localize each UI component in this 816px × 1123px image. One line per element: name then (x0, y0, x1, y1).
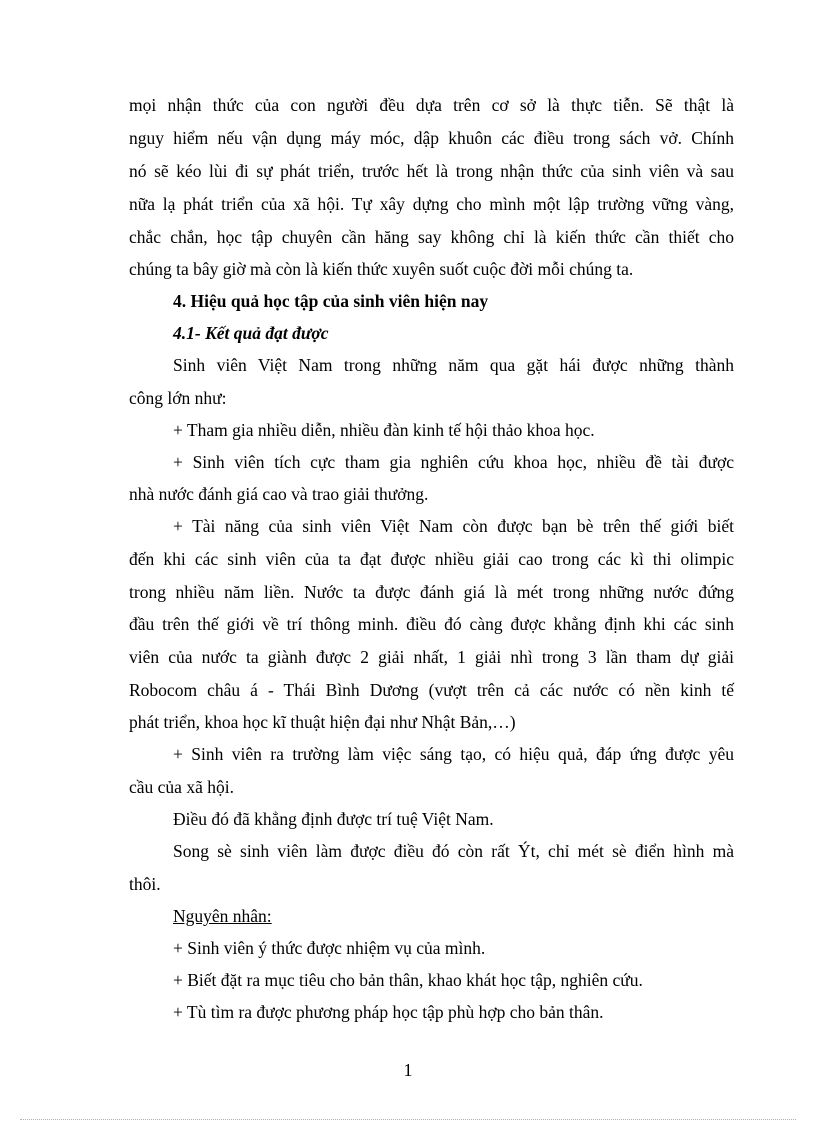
list-item: + Sinh viên ý thức được nhiệm vụ của mình. (173, 938, 486, 958)
list-item: + Sinh viên ra trường làm việc sáng tạo, có hiệu quả, đáp ứng được yêu (173, 744, 734, 764)
page-number: 1 (403, 1060, 413, 1080)
body-text-line: công lớn như: (129, 388, 227, 408)
list-item: + Sinh viên tích cực tham gia nghiên cứu khoa học, nhiều đề tài được (173, 452, 734, 472)
subsection-label: Nguyên nhân: (173, 906, 272, 926)
body-text-line: phát triển, khoa học kĩ thuật hiện đại như Nhật Bản,…) (129, 712, 516, 732)
body-text-line: chắc chắn, học tập chuyên cần hăng say không chỉ là kiến thức cần thiết cho (129, 227, 734, 247)
list-item: + Tham gia nhiều diễn, nhiều đàn kinh tế hội thảo khoa học. (173, 420, 595, 440)
body-text-line: Sinh viên Việt Nam trong những năm qua gặt hái được những thành (173, 355, 734, 375)
body-text-line: Điều đó đã khẳng định được trí tuệ Việt Nam. (173, 809, 494, 829)
subsection-heading: 4.1- Kết quả đạt được (173, 323, 329, 343)
body-text-line: chúng ta bây giờ mà còn là kiến thức xuyên suốt cuộc đời mỗi chúng ta. (129, 259, 634, 279)
body-text-line: đầu trên thế giới về trí thông minh. điều đó càng được khẳng định khi các sinh (129, 614, 734, 634)
body-text-line: Robocom châu á - Thái Bình Dương (vượt trên cả các nước có nền kinh tế (129, 680, 734, 700)
section-heading: 4. Hiệu quả học tập của sinh viên hiện nay (173, 291, 489, 311)
body-text-line: nguy hiểm nếu vận dụng máy móc, dập khuôn các điều trong sách vở. Chính (129, 128, 734, 148)
body-text-line: Song sè sinh viên làm được điều đó còn rất Ýt, chỉ mét sè điển hình mà (173, 841, 734, 861)
list-item: + Tài năng của sinh viên Việt Nam còn được bạn bè trên thế giới biết (173, 516, 734, 536)
body-text-line: đến khi các sinh viên của ta đạt được nhiều giải cao trong các kì thi olimpic (129, 549, 734, 569)
body-text-line: thôi. (129, 874, 161, 894)
body-text-line: viên của nước ta giành được 2 giải nhất, 1 giải nhì trong 3 lần tham dự giải (129, 647, 734, 667)
body-text-line: mọi nhận thức của con người đều dựa trên cơ sở là thực tiễn. Sẽ thật là (129, 95, 734, 115)
body-text-line: cầu của xã hội. (129, 777, 234, 797)
list-item: + Biết đặt ra mục tiêu cho bản thân, khao khát học tập, nghiên cứu. (173, 970, 643, 990)
page-divider (20, 1119, 796, 1120)
body-text-line: nó sẽ kéo lùi đi sự phát triển, trước hết là trong nhận thức của sinh viên và sau (129, 161, 734, 181)
body-text-line: nhà nước đánh giá cao và trao giải thưởng. (129, 484, 429, 504)
list-item: + Tù tìm ra được phương pháp học tập phù hợp cho bản thân. (173, 1002, 604, 1022)
body-text-line: trong nhiều năm liền. Nước ta được đánh giá là mét trong những nước đứng (129, 582, 734, 602)
body-text-line: nữa lạ phát triển của xã hội. Tự xây dựng cho mình một lập trường vững vàng, (129, 194, 734, 214)
